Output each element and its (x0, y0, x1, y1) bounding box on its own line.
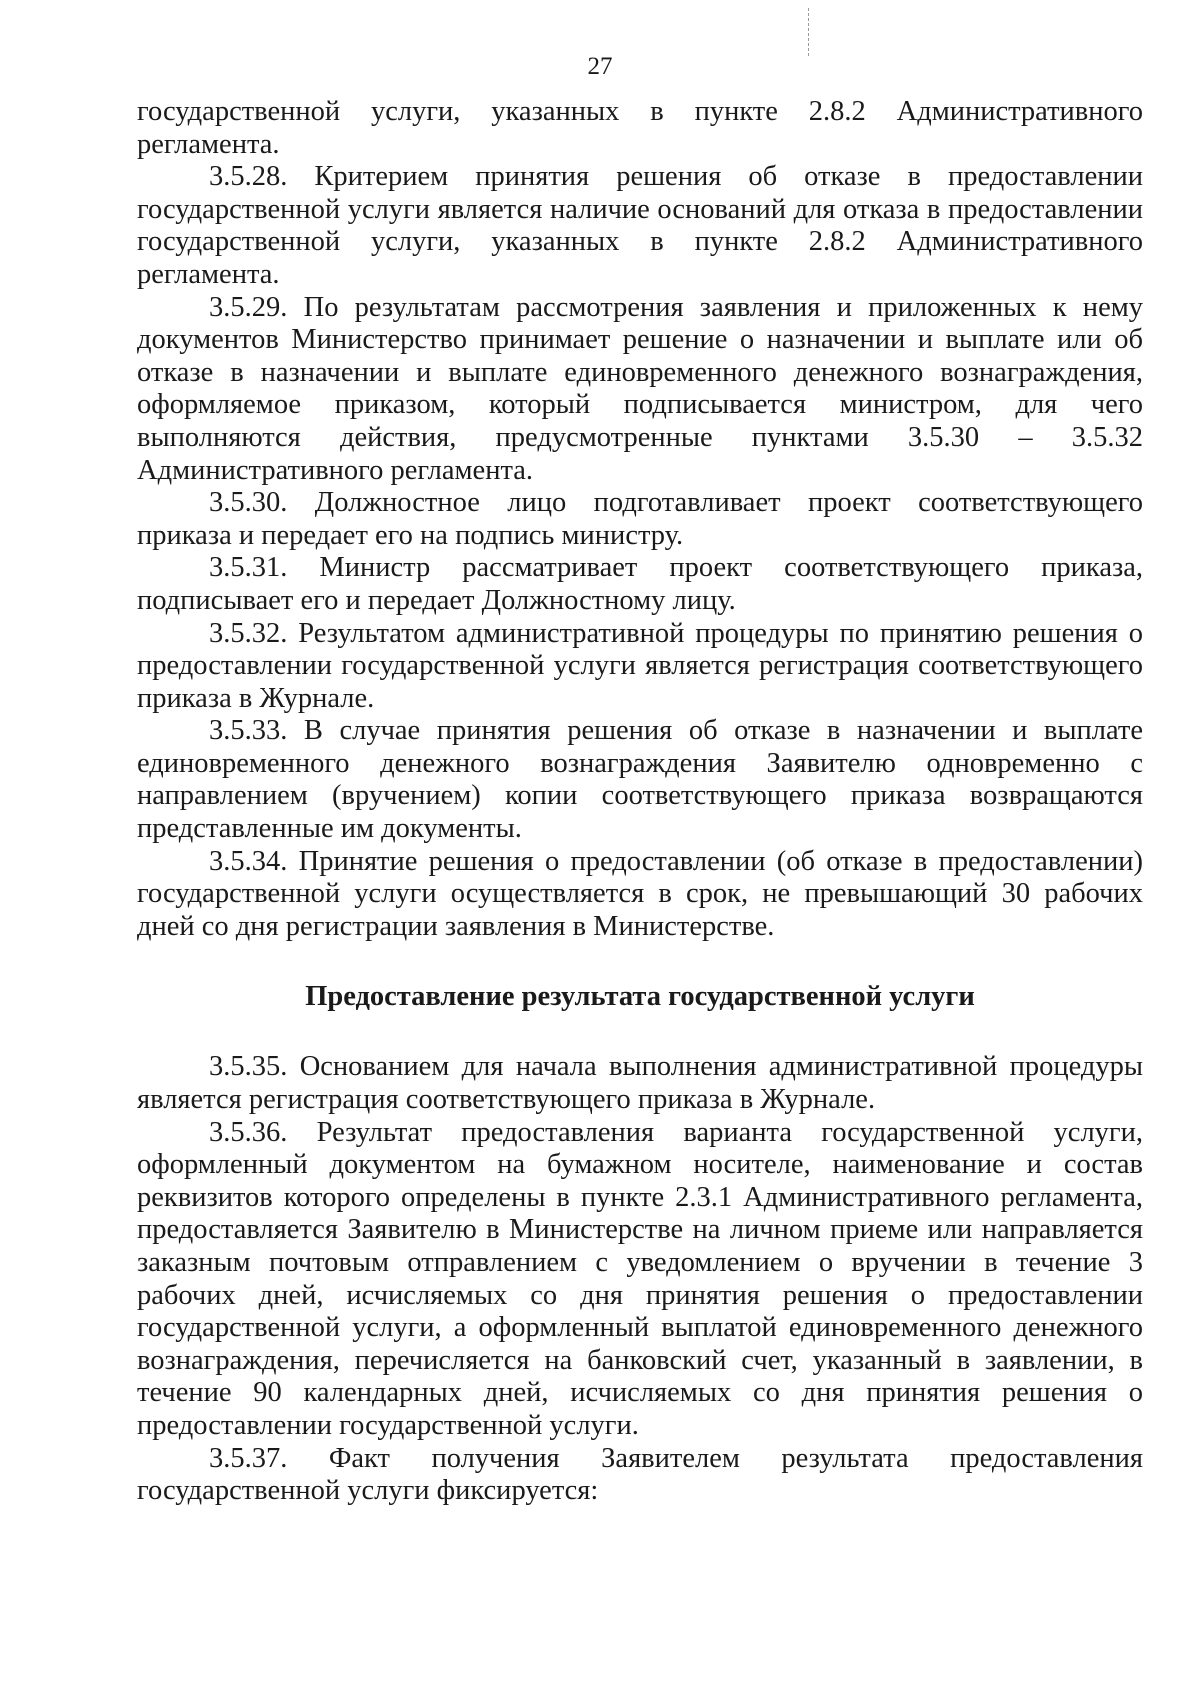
page-number: 27 (587, 53, 613, 80)
paragraph-3-5-36: 3.5.36. Результат предоставления варианта государственной услуги, оформленный документом на бумажном носителе, наименование и состав реквизитов которого определены в пункте 2.3.1 Административного регламента, предоставляется Заявителю в Министерстве на личном приеме или направляется заказным почтовым отправлением с уведомлением о вручении в течение 3 рабочих дней, исчисляемых со дня принятия решения о предоставлении государственной услуги, а оформленный выплатой единовременного денежного вознаграждения, перечисляется на банковский счет, указанный в заявлении, в течение 90 календарных дней, исчисляемых со дня принятия решения о предоставлении государственной услуги. (137, 1116, 1143, 1441)
document-body (137, 96, 1143, 1508)
paragraph-3-5-31: 3.5.31. Министр рассматривает проект соответствующего приказа, подписывает его и передает Должностному лицу. (137, 552, 1143, 616)
paragraph-3-5-37: 3.5.37. Факт получения Заявителем результата предоставления государственной услуги фиксируется: (137, 1442, 1143, 1507)
paragraph-3-5-34: 3.5.34. Принятие решения о предоставлении (об отказе в предоставлении) государственной услуги осуществляется в срок, не превышающий 30 рабочих дней со дня регистрации заявления в Министерстве. (137, 845, 1143, 942)
paragraph-3-5-28: 3.5.28. Критерием принятия решения об отказе в предоставлении государственной услуги является наличие оснований для отказа в предоставлении государственной услуги, указанных в пункте 2.8.2 Административного регламента. (137, 161, 1143, 290)
paragraph-3-5-32: 3.5.32. Результатом административной процедуры по принятию решения о предоставлении государственной услуги является регистрация соответствующего приказа в Журнале. (137, 617, 1143, 714)
paragraph-3-5-29: 3.5.29. По результатам рассмотрения заявления и приложенных к нему документов Министерство принимает решение о назначении и выплате или об отказе в назначении и выплате единовременного денежного вознаграждения, оформляемое приказом, который подписывается министром, для чего выполняются действия, предусмотренные пунктами 3.5.30 – 3.5.32 Административного регламента. (137, 291, 1143, 486)
paragraph-3-5-33: 3.5.33. В случае принятия решения об отказе в назначении и выплате единовременного денежного вознаграждения Заявителю одновременно с направлением (вручением) копии соответствующего приказа возвращаются представленные им документы. (137, 715, 1143, 845)
section-heading: Предоставление результата государственной услуги (305, 981, 975, 1013)
scan-margin-mark (808, 8, 810, 56)
paragraph-3-5-35: 3.5.35. Основанием для начала выполнения административной процедуры является регистрация соответствующего приказа в Журнале. (137, 1051, 1143, 1116)
paragraph-continuation: государственной услуги, указанных в пункте 2.8.2 Административного регламента. (137, 96, 1143, 160)
paragraph-3-5-30: 3.5.30. Должностное лицо подготавливает проект соответствующего приказа и передает его на подпись министру. (137, 487, 1143, 551)
